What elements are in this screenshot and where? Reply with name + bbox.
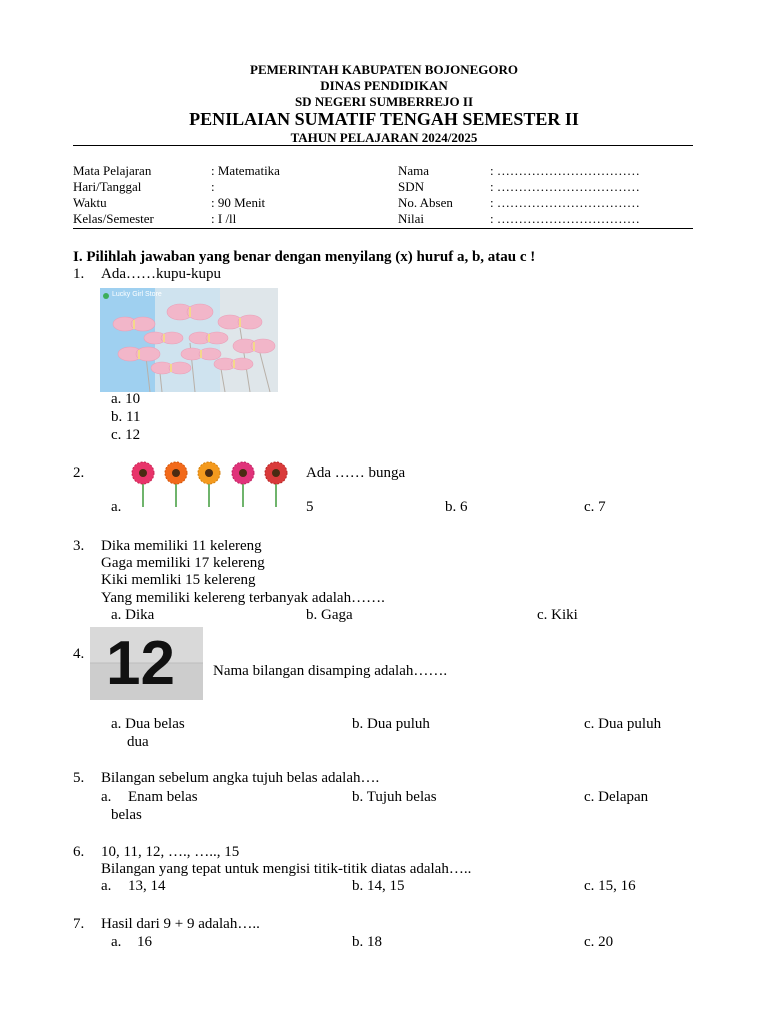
q1-number: 1. bbox=[73, 266, 85, 282]
info-label-class: Kelas/Semester bbox=[73, 211, 154, 226]
q1-option-a[interactable]: a. 10 bbox=[111, 391, 141, 407]
header-line-government: PEMERINTAH KABUPATEN BOJONEGORO bbox=[250, 62, 518, 77]
flowers-image bbox=[126, 461, 294, 507]
q4-number: 4. bbox=[73, 646, 85, 662]
q5-option-c[interactable]: c. Delapan bbox=[584, 789, 649, 805]
info-label-school: SDN bbox=[398, 179, 425, 194]
info-value-absen: : …………………………… bbox=[490, 195, 640, 210]
q2-option-a[interactable]: a. bbox=[111, 499, 122, 515]
q4-option-a-continued: dua bbox=[127, 734, 149, 750]
info-value-score: : …………………………… bbox=[490, 211, 640, 226]
q6-option-b[interactable]: b. 14, 15 bbox=[352, 878, 405, 894]
info-value-date: : bbox=[211, 179, 215, 194]
q2-option-b[interactable]: b. 6 bbox=[445, 499, 468, 515]
info-label-score: Nilai bbox=[398, 211, 424, 226]
header-year: TAHUN PELAJARAN 2024/2025 bbox=[290, 130, 478, 145]
q4-option-c[interactable]: c. Dua puluh bbox=[584, 716, 662, 732]
q5-option-a-letter[interactable]: a. bbox=[101, 789, 112, 805]
info-label-absen: No. Absen bbox=[398, 195, 453, 210]
q3-line-1: Dika memiliki 11 kelereng bbox=[101, 538, 262, 554]
number-card-image bbox=[90, 627, 203, 700]
info-label-subject: Mata Pelajaran bbox=[73, 163, 152, 178]
info-label-name: Nama bbox=[398, 163, 430, 178]
section-instruction: I. Pilihlah jawaban yang benar dengan menyilang (x) huruf a, b, atau c ! bbox=[73, 249, 536, 265]
q7-text: Hasil dari 9 + 9 adalah….. bbox=[101, 916, 260, 932]
q3-option-b[interactable]: b. Gaga bbox=[306, 607, 353, 623]
header-line-office: DINAS PENDIDIKAN bbox=[320, 78, 448, 93]
q5-option-a[interactable]: Enam belas bbox=[128, 789, 198, 805]
info-label-time: Waktu bbox=[73, 195, 107, 210]
q3-line-3: Kiki memliki 15 kelereng bbox=[101, 572, 256, 588]
q3-number: 3. bbox=[73, 538, 85, 554]
q2-option-c[interactable]: c. 7 bbox=[584, 499, 606, 515]
q2-option-a-value[interactable]: 5 bbox=[306, 499, 314, 515]
q7-option-a[interactable]: 16 bbox=[137, 934, 152, 950]
q2-text: Ada …… bunga bbox=[306, 465, 406, 481]
info-value-class: : I /ll bbox=[211, 211, 237, 226]
q6-number: 6. bbox=[73, 844, 85, 860]
q1-text: Ada……kupu-kupu bbox=[101, 266, 221, 282]
q1-option-b[interactable]: b. 11 bbox=[111, 409, 141, 425]
q3-line-2: Gaga memiliki 17 kelereng bbox=[101, 555, 265, 571]
photo-watermark: Lucky Girl Store bbox=[112, 291, 162, 298]
butterfly-photo bbox=[100, 288, 278, 392]
q6-option-a-letter[interactable]: a. bbox=[101, 878, 112, 894]
info-value-subject: : Matematika bbox=[211, 163, 280, 178]
q7-option-b[interactable]: b. 18 bbox=[352, 934, 382, 950]
info-divider bbox=[73, 228, 693, 229]
header-divider bbox=[73, 145, 693, 146]
info-label-date: Hari/Tanggal bbox=[73, 179, 142, 194]
q3-option-a[interactable]: a. Dika bbox=[111, 607, 155, 623]
q6-sequence: 10, 11, 12, …., ….., 15 bbox=[101, 844, 240, 860]
q4-option-a[interactable]: a. Dua belas bbox=[111, 716, 185, 732]
q7-option-c[interactable]: c. 20 bbox=[584, 934, 614, 950]
q3-option-c[interactable]: c. Kiki bbox=[537, 607, 578, 623]
q6-text: Bilangan yang tepat untuk mengisi titik-titik diatas adalah….. bbox=[101, 861, 472, 877]
q4-option-b[interactable]: b. Dua puluh bbox=[352, 716, 430, 732]
q5-option-b[interactable]: b. Tujuh belas bbox=[352, 789, 437, 805]
butterflies-image bbox=[100, 288, 278, 392]
q6-option-a[interactable]: 13, 14 bbox=[128, 878, 166, 894]
info-value-name: : …………………………… bbox=[490, 163, 640, 178]
q7-number: 7. bbox=[73, 916, 85, 932]
q6-option-c[interactable]: c. 15, 16 bbox=[584, 878, 636, 894]
q5-text: Bilangan sebelum angka tujuh belas adalah…. bbox=[101, 770, 380, 786]
header-line-school: SD NEGERI SUMBERREJO II bbox=[294, 94, 474, 109]
q5-number: 5. bbox=[73, 770, 85, 786]
info-value-time: : 90 Menit bbox=[211, 195, 266, 210]
q7-option-a-letter[interactable]: a. bbox=[111, 934, 122, 950]
q5-option-a-continued: belas bbox=[111, 807, 142, 823]
info-value-school: : …………………………… bbox=[490, 179, 640, 194]
exam-title: PENILAIAN SUMATIF TENGAH SEMESTER II bbox=[189, 109, 579, 129]
q4-text: Nama bilangan disamping adalah……. bbox=[213, 663, 448, 679]
card-number: 12 bbox=[106, 629, 175, 698]
q1-option-c[interactable]: c. 12 bbox=[111, 427, 141, 443]
q3-line-4: Yang memiliki kelereng terbanyak adalah……. bbox=[101, 590, 385, 606]
q2-number: 2. bbox=[73, 465, 85, 481]
